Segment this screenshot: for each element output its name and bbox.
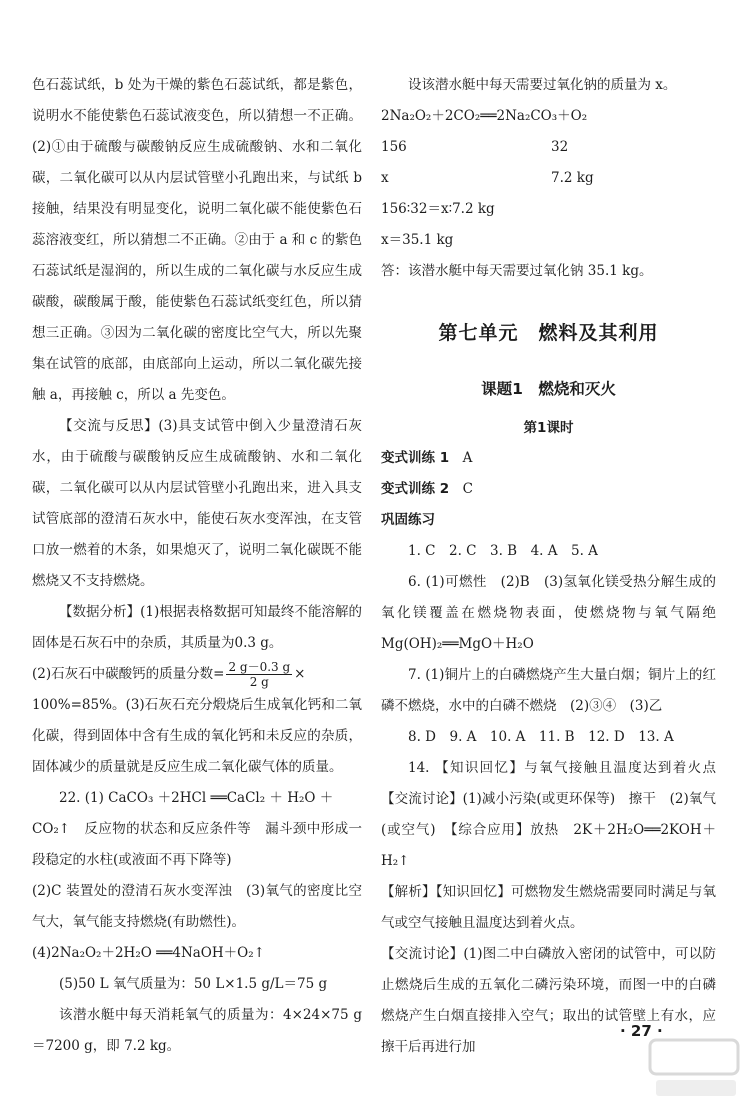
ratio-line: 156∶32＝x∶7.2 kg bbox=[381, 201, 495, 217]
variant-training-2 bbox=[381, 474, 716, 505]
molar-mass-na2o2: 156 bbox=[381, 139, 407, 155]
q22-line2: CO₂↑ 反应物的状态和反应条件等 漏斗颈中形成一段稳定的水柱(或液面不再下降等) bbox=[32, 821, 362, 868]
unit-title: 第七单元 燃料及其利用 bbox=[438, 322, 659, 344]
q22-line4: (4)2Na₂O₂＋2H₂O ══4NaOH＋O₂↑ bbox=[32, 945, 265, 961]
paragraph-let-x: 设该潜水艇中每天需要过氧化钠的质量为 x。 bbox=[408, 77, 677, 93]
analysis-paragraph: 【解析】【知识回忆】可燃物发生燃烧需要同时满足与氧气或空气接触且温度达到着火点。 bbox=[381, 884, 716, 931]
fraction-numerator: 2 g－0.3 g bbox=[228, 660, 291, 674]
molar-mass-o2: 32 bbox=[551, 139, 569, 155]
fraction-denominator: 2 g bbox=[249, 675, 269, 689]
q22-line6: 该潜水艇中每天消耗氧气的质量为：4×24×75 g＝7200 g，即 7.2 kg。 bbox=[32, 1007, 362, 1054]
period-title: 第1课时 bbox=[523, 420, 574, 436]
answer-14: 14. 【知识回忆】与氧气接触且温度达到着火点 【交流讨论】(1)减小污染(或更环保等) 擦干 (2)氧气(或空气) 【综合应用】放热 2K＋2H₂O══2KOH＋H₂↑ bbox=[381, 760, 730, 869]
q22-line5: (5)50 L 氧气质量为：50 L×1.5 g/L＝75 g bbox=[59, 976, 328, 992]
mass-fraction-line bbox=[32, 659, 362, 690]
variant-training-2-answer: C bbox=[462, 481, 473, 497]
answers-8-13: 8. D 9. A 10. A 11. B 12. D 13. A bbox=[408, 729, 674, 745]
answer-line: 答：该潜水艇中每天需要过氧化钠 35.1 kg。 bbox=[381, 263, 653, 279]
lesson-title: 课题1 燃烧和灭火 bbox=[481, 380, 616, 398]
paragraph-reflection: 【交流与反思】(3)具支试管中倒入少量澄清石灰水，由于硫酸与碳酸钠反应生成硫酸钠、水和二氧化碳，二氧化碳可以从内层试管壁小孔跑出来，进入具支试管底部的澄清石灰水中，能使石灰水变浑浊，在支管口放一燃着的木条，如果熄灭了，说明二氧化碳既不能燃烧又不支持燃烧。 bbox=[32, 418, 362, 589]
paragraph-litmus-analysis: 色石蕊试纸，b 处为干燥的紫色石蕊试纸，都是紫色，说明水不能使紫色石蕊试液变色，所以猜想一不正确。(2)①由于硫酸与碳酸钠反应生成硫酸钠、水和二氧化碳，二氧化碳可以从内层试管壁小孔跑出来，与试纸 b 接触，结果没有明显变化，说明二氧化碳不能使紫色石蕊溶液变红，所以猜想二不正确。②由于 a 和 c 的紫色石蕊试纸是湿润的，所以生成的二氧化碳与水反应生成碳酸，碳酸属于酸，能使紫色石蕊试纸变红色，所以猜想三正确。③因为二氧化碳的密度比空气大，所以先聚集在试管的底部，由底部向上运动，所以二氧化碳先接触 a，再接触 c，所以 a 先变色。 bbox=[32, 77, 362, 403]
mass-row bbox=[381, 163, 716, 194]
mass-fraction-label: (2)石灰石中碳酸钙的质量分数= bbox=[32, 666, 225, 682]
right-column bbox=[381, 70, 730, 1063]
paragraph-calcination: 100%=85%。(3)石灰石充分煅烧后生成氧化钙和二氧化碳，得到固体中含有生成的氧化钙和未反应的杂质，固体减少的质量就是反应生成二氧化碳气体的质量。 bbox=[32, 697, 362, 775]
watermark-logo bbox=[648, 1036, 743, 1102]
discussion-paragraph: 【交流讨论】(1)图二中白磷放入密闭的试管中，可以防止燃烧后生成的五氧化二磷污染环境，而图一中的白磷燃烧产生白烟直接排入空气；取出的试管壁上有水，应擦干后再进行加 bbox=[381, 946, 716, 1055]
molar-mass-row bbox=[381, 132, 716, 163]
page-number: · 27 · bbox=[620, 1022, 663, 1040]
oxygen-mass: 7.2 kg bbox=[551, 170, 594, 186]
variant-training-1 bbox=[381, 443, 716, 474]
times-sign: × bbox=[294, 666, 306, 682]
x-value-line: x＝35.1 kg bbox=[381, 232, 454, 248]
paragraph-data-analysis: 【数据分析】(1)根据表格数据可知最终不能溶解的固体是石灰石中的杂质，其质量为0.3 g。 bbox=[32, 604, 362, 651]
answers-1-5: 1. C 2. C 3. B 4. A 5. A bbox=[408, 543, 598, 559]
q22-line1: 22. (1) CaCO₃ ＋2HCl ══CaCl₂ ＋ H₂O ＋ bbox=[59, 790, 334, 806]
consolidate-heading: 巩固练习 bbox=[381, 512, 435, 528]
variant-training-2-label: 变式训练 2 bbox=[381, 481, 450, 497]
variant-training-1-answer: A bbox=[462, 450, 473, 466]
answer-6: 6. (1)可燃性 (2)B (3)氢氧化镁受热分解生成的氧化镁覆盖在燃烧物表面，使燃烧物与氧气隔绝 Mg(OH)₂══MgO＋H₂O bbox=[381, 574, 730, 652]
q22-line3: (2)C 装置处的澄清石灰水变浑浊 (3)氧气的密度比空气大，氧气能支持燃烧(有助燃性)。 bbox=[32, 883, 362, 930]
left-column bbox=[32, 70, 362, 1062]
unknown-x: x bbox=[381, 170, 389, 186]
answer-7: 7. (1)铜片上的白磷燃烧产生大量白烟；铜片上的红磷不燃烧，水中的白磷不燃烧 (2)③④ (3)乙 bbox=[381, 667, 716, 714]
variant-training-1-label: 变式训练 1 bbox=[381, 450, 450, 466]
fraction bbox=[226, 660, 292, 689]
chemical-equation: 2Na₂O₂＋2CO₂══2Na₂CO₃＋O₂ bbox=[381, 108, 588, 124]
